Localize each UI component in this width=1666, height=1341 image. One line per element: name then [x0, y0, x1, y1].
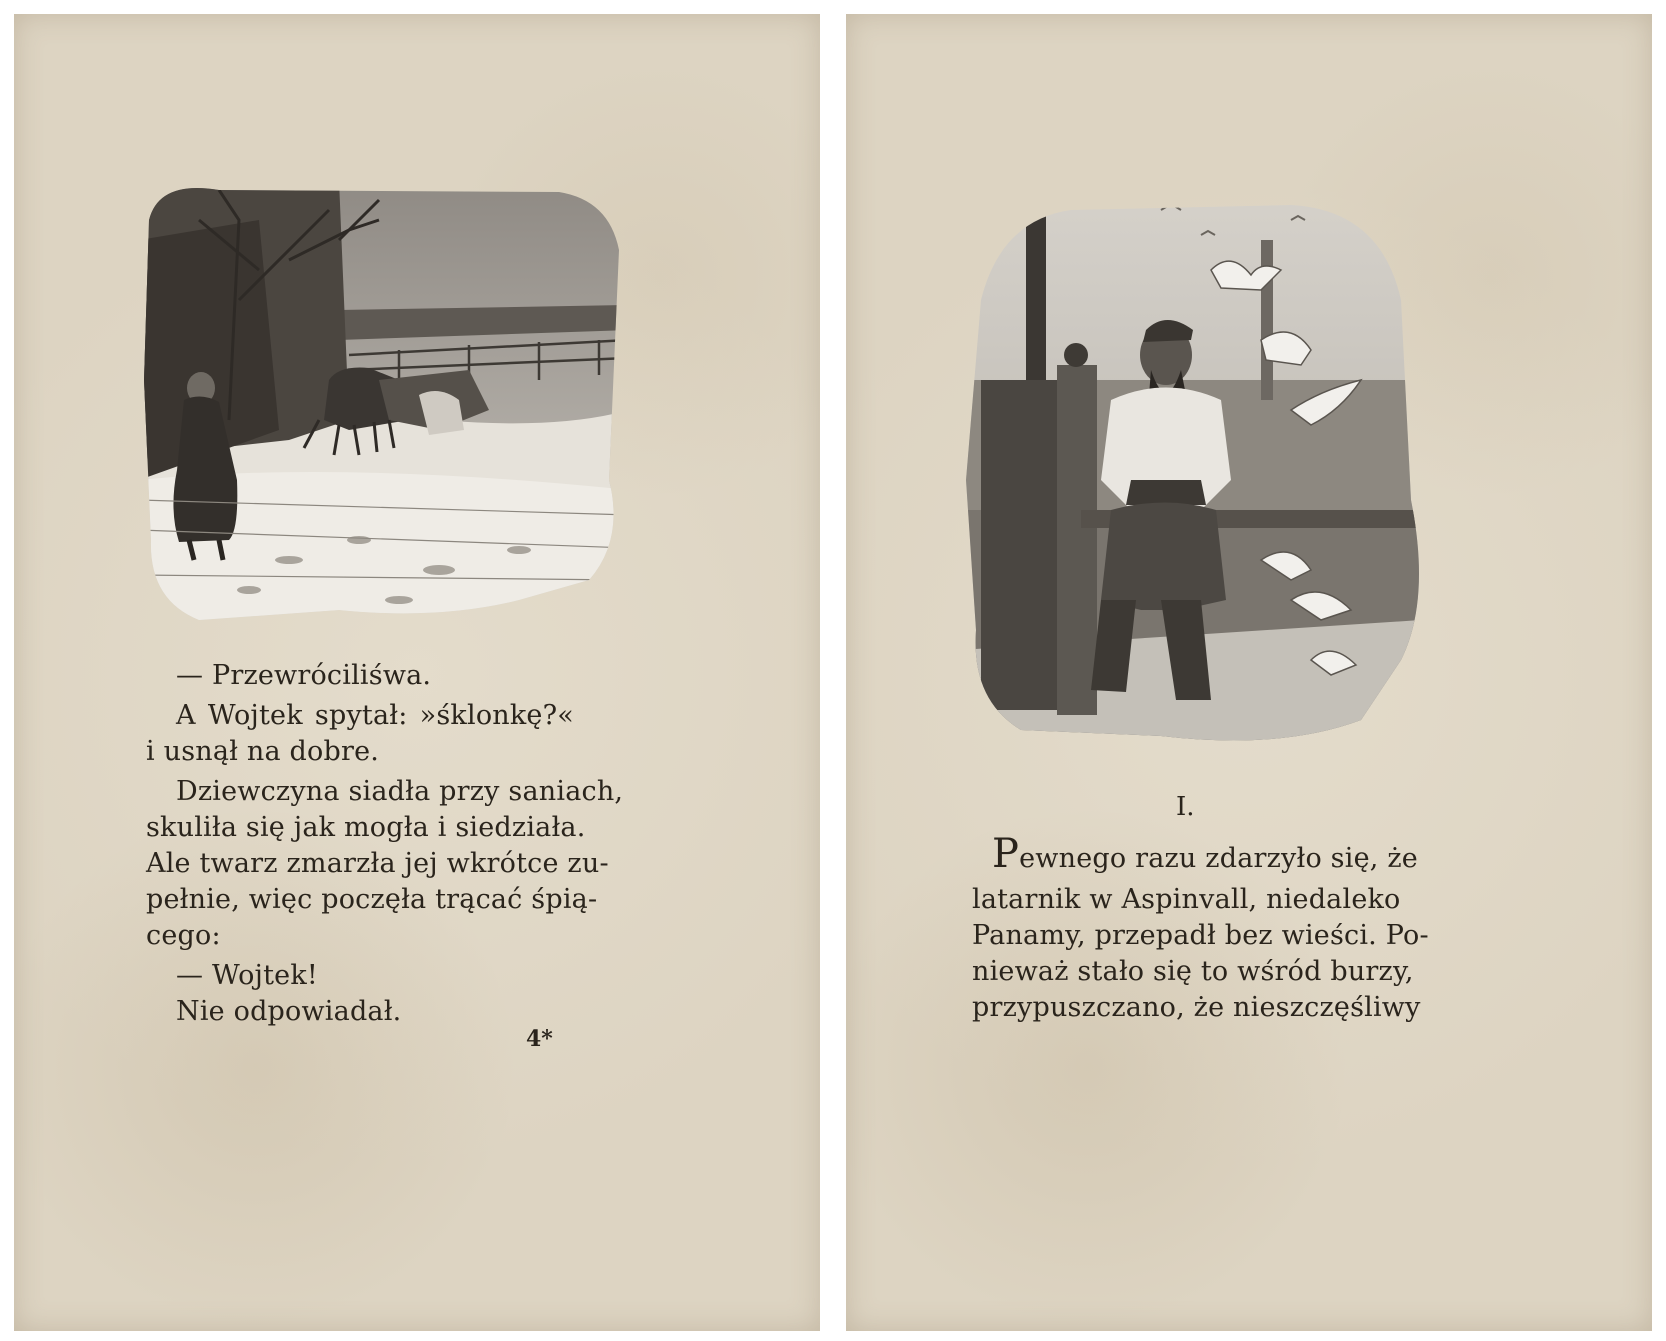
- text-line: — Wojtek!: [176, 960, 318, 991]
- text-line: Panamy, przepadł bez wieści. Po-: [972, 920, 1429, 951]
- text-line: Nie odpowiadał.: [176, 996, 402, 1027]
- text-line: przypuszczano, że nieszczęśliwy: [972, 992, 1421, 1023]
- text-line-first: [992, 831, 1418, 877]
- text-line: cego:: [146, 920, 221, 951]
- text-line-rest: ewnego razu zdarzyło się, że: [1019, 843, 1418, 874]
- text-line: i usnął na dobre.: [146, 736, 380, 767]
- lighthouse-keeper-illustration: [961, 180, 1421, 746]
- right-page-body-text: [972, 831, 1429, 1046]
- left-page-body-text: [146, 658, 624, 1028]
- text-line: — Przewróciliśwa.: [176, 660, 432, 691]
- text-line: pełnie, więc poczęła trącać śpią-: [146, 884, 598, 915]
- winter-scene-illustration: [139, 180, 629, 640]
- right-page: [846, 14, 1652, 1331]
- text-line: nieważ stało się to wśród burzy,: [972, 956, 1414, 987]
- text-line: A Wojtek spytał: »śklonkę?«: [176, 700, 574, 731]
- text-line: Dziewczyna siadła przy saniach,: [176, 776, 624, 807]
- left-page: [14, 14, 820, 1331]
- page-number: 4*: [526, 1026, 553, 1052]
- text-line: Ale twarz zmarzła jej wkrótce zu-: [146, 848, 609, 879]
- chapter-heading: I.: [1176, 792, 1195, 822]
- text-line: latarnik w Aspinvall, niedaleko: [972, 884, 1401, 915]
- text-line: skuliła się jak mogła i siedziała.: [146, 812, 586, 843]
- drop-cap: P: [992, 831, 1020, 877]
